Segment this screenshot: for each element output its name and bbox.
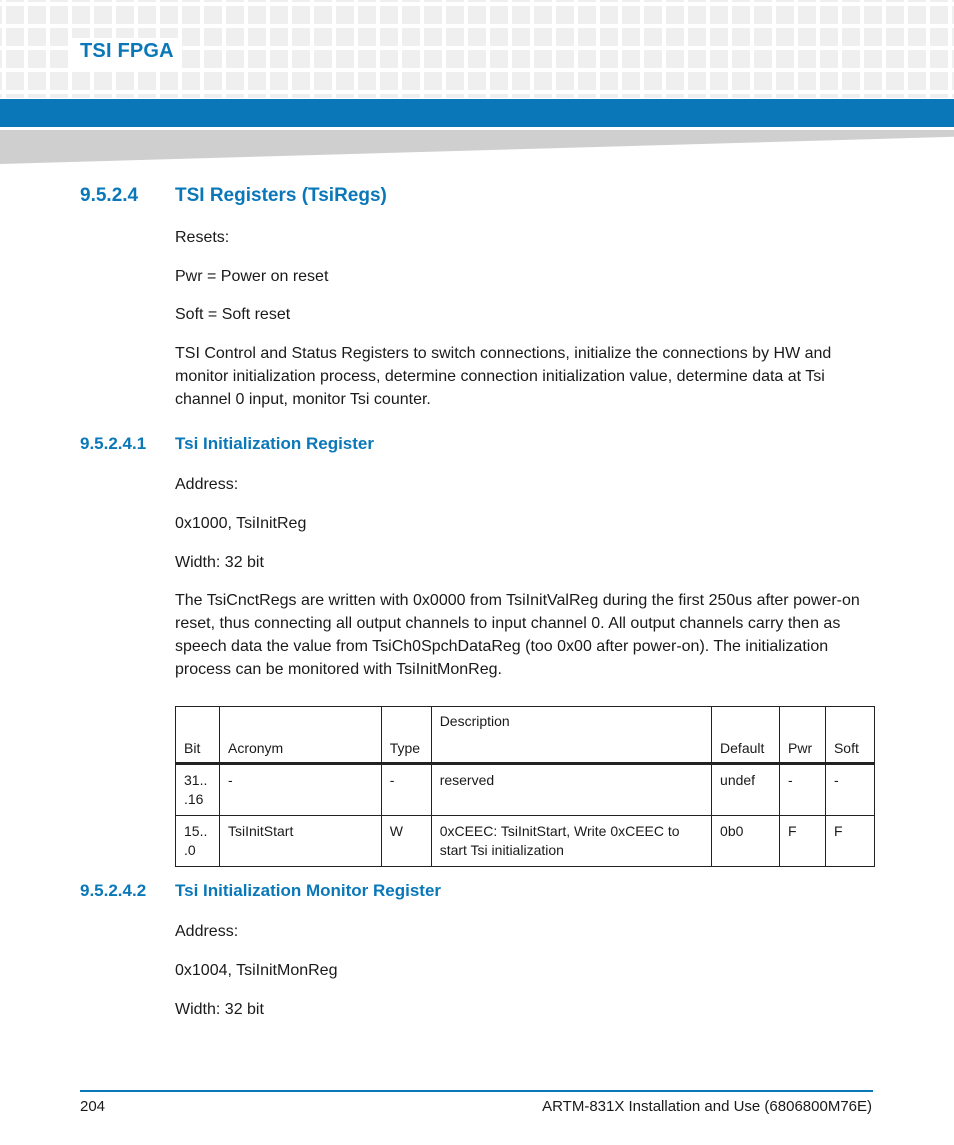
soft-definition: Soft = Soft reset [175, 306, 291, 323]
cell-soft: F [825, 816, 874, 867]
header-description [431, 707, 711, 764]
address-label-1: Address: [175, 476, 239, 493]
table-row [176, 764, 875, 816]
header-type: Type [381, 707, 431, 764]
cell-soft: - [825, 764, 874, 816]
width-value-1: Width: 32 bit [175, 554, 264, 571]
subsection-title-2: Tsi Initialization Monitor Register [175, 881, 442, 900]
address-label-2: Address: [175, 923, 239, 940]
cell-pwr: F [780, 816, 826, 867]
header-description-text: Description [439, 713, 510, 729]
header-bit: Bit [176, 707, 220, 764]
header-soft: Soft [825, 707, 874, 764]
section-description: TSI Control and Status Registers to switch connections, initialize the connections by HW and monitor initialization process, determine connection initialization value, determine data at Tsi channel 0 input, monitor Tsi counter. [175, 345, 832, 408]
cell-default: 0b0 [712, 816, 780, 867]
header-acronym: Acronym [219, 707, 381, 764]
page-number: 204 [80, 1098, 106, 1115]
subsection-number-1: 9.5.2.4.1 [80, 434, 147, 453]
cell-description: 0xCEEC: TsiInitStart, Write 0xCEEC to start Tsi initialization [431, 816, 711, 867]
header-default: Default [712, 707, 780, 764]
pwr-definition: Pwr = Power on reset [175, 268, 329, 285]
address-value-1: 0x1000, TsiInitReg [175, 515, 307, 532]
running-header-title: TSI FPGA [80, 40, 174, 62]
width-value-2: Width: 32 bit [175, 1001, 264, 1018]
subsection-number-2: 9.5.2.4.2 [80, 881, 147, 900]
table-header-row [176, 707, 875, 764]
header-pwr: Pwr [780, 707, 826, 764]
subsection-title-1: Tsi Initialization Register [175, 434, 374, 453]
document-title: ARTM-831X Installation and Use (6806800M76E) [542, 1098, 872, 1115]
cell-description: reserved [431, 764, 711, 816]
cell-pwr: - [780, 764, 826, 816]
register-description-1: The TsiCnctRegs are written with 0x0000 from TsiInitValReg during the first 250us after power-on reset, thus connecting all output channels to input channel 0. All output channels carry then as speech data the value from TsiCh0SpchDataReg (too 0x00 after power-on). The initialization process can be monitored with TsiInitMonReg. [175, 592, 860, 678]
section-number: 9.5.2.4 [80, 185, 139, 206]
cell-type: W [381, 816, 431, 867]
cell-type: - [381, 764, 431, 816]
cell-acronym: - [219, 764, 381, 816]
footer-rule [80, 1090, 873, 1092]
cell-default: undef [712, 764, 780, 816]
register-table [175, 706, 875, 867]
header-blue-band [0, 99, 954, 127]
section-title: TSI Registers (TsiRegs) [175, 185, 387, 206]
resets-label: Resets: [175, 229, 230, 246]
header-gray-band [0, 130, 954, 164]
cell-acronym: TsiInitStart [219, 816, 381, 867]
cell-bit: 31.. .16 [176, 764, 220, 816]
table-row [176, 816, 875, 867]
cell-bit: 15.. .0 [176, 816, 220, 867]
address-value-2: 0x1004, TsiInitMonReg [175, 962, 338, 979]
